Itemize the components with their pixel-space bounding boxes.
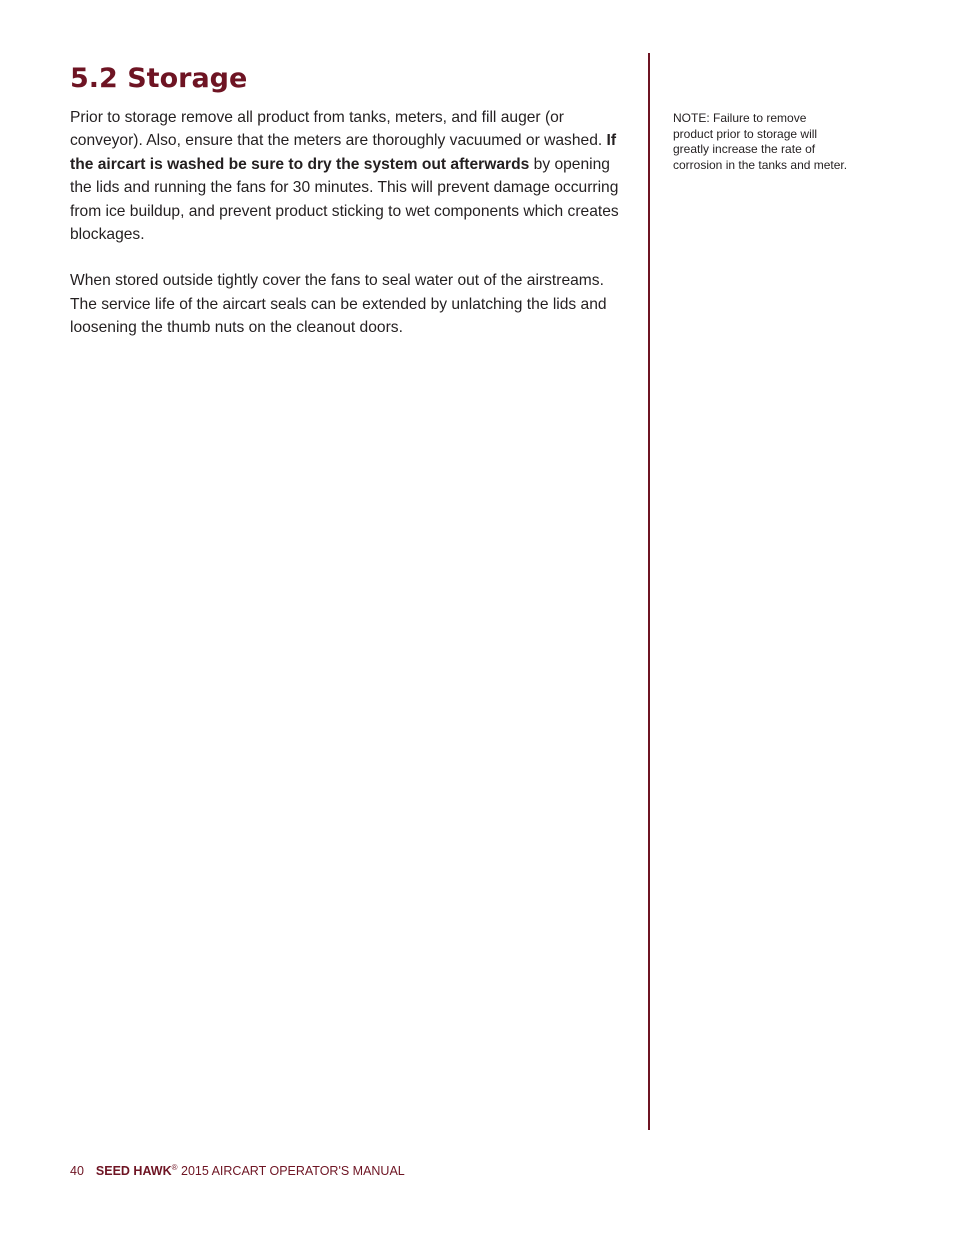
paragraph-1-rest: by opening the lids and running the fans for 30 minutes. This will prevent damage occurring from ice buildup, and prevent product sticking to wet components which creates blockages. (70, 155, 619, 244)
column-divider (648, 53, 650, 1130)
registered-mark: ® (171, 1162, 178, 1172)
footer-brand: SEED HAWK (95, 1164, 172, 1178)
page-footer (70, 1163, 405, 1179)
storage-paragraph-2: When stored outside tightly cover the fans to seal water out of the airstreams. The service life of the aircart seals can be extended by unlatching the lids and loosening the thumb nuts on the cleanout doors. (70, 272, 607, 337)
storage-paragraph-1 (70, 106, 630, 246)
paragraph-1-bold-warning: If the aircart is washed be sure to dry the system out afterwards (70, 132, 617, 173)
footer-manual-title: 2015 AIRCART OPERATOR'S MANUAL (177, 1164, 405, 1178)
sidebar-note: NOTE: Failure to remove product prior to storage will greatly increase the rate of corrosion in the tanks and meter. (673, 111, 848, 172)
main-content (70, 62, 630, 340)
paragraph-1-intro: Prior to storage remove all product from tanks, meters, and fill auger (or conveyor). Also, ensure that the meters are thoroughly vacuumed or washed. (70, 109, 607, 150)
page-number: 40 (70, 1164, 84, 1178)
section-title: 5.2 Storage (70, 63, 248, 94)
